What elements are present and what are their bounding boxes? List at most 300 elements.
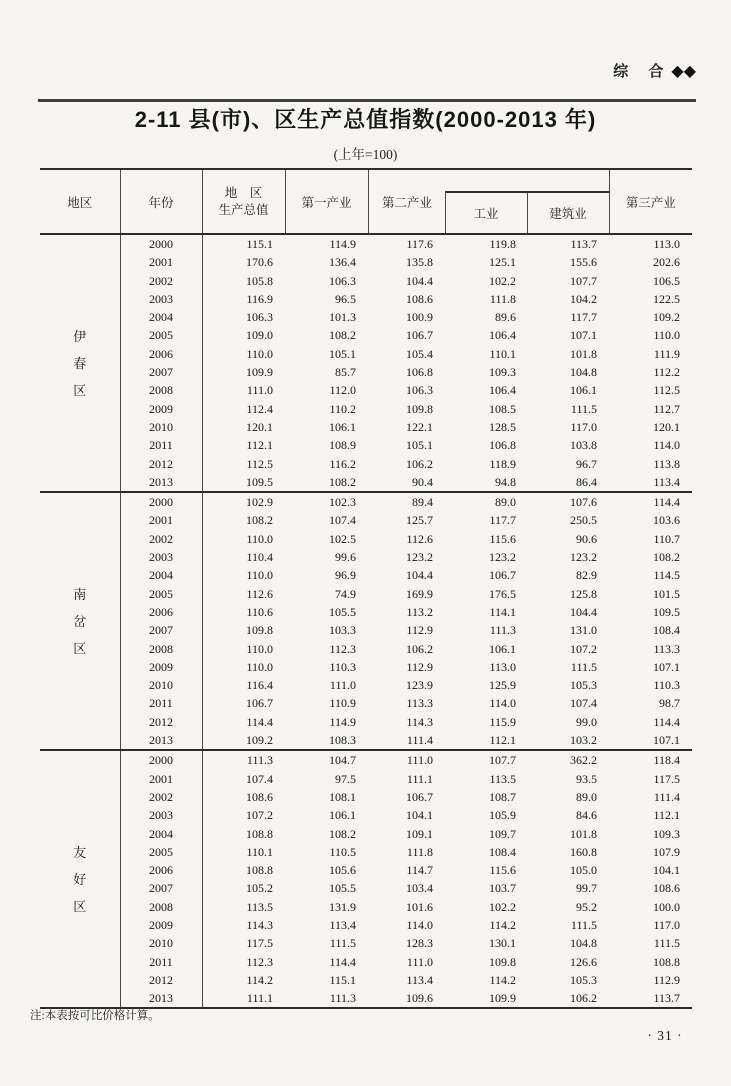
value-cell: 93.5 [576, 771, 598, 786]
value-cell: 107.7 [570, 273, 598, 288]
year-cell: 2002 [120, 530, 202, 548]
value-cell: 105.2 [246, 881, 273, 896]
year-cell: 2003 [120, 806, 202, 824]
value-cell: 113.7 [653, 991, 681, 1006]
value-cell: 115.9 [489, 714, 516, 729]
table-row [40, 879, 692, 897]
value-cell: 109.9 [246, 365, 273, 380]
value-cell: 105.5 [329, 604, 356, 619]
masthead [38, 60, 696, 81]
value-cell: 102.2 [489, 273, 516, 288]
value-cell: 117.7 [570, 310, 598, 325]
value-cell: 106.1 [329, 419, 356, 434]
value-cell: 108.6 [246, 789, 273, 804]
value-cell: 99.0 [576, 714, 598, 729]
value-cell: 109.5 [653, 604, 681, 619]
value-cell: 111.4 [653, 789, 681, 804]
value-cell: 104.8 [570, 365, 598, 380]
value-cell: 111.4 [406, 733, 433, 748]
value-cell: 109.8 [489, 954, 516, 969]
table-row [40, 916, 692, 934]
region-char: 南 [73, 586, 87, 602]
value-cell: 111.8 [406, 844, 433, 859]
value-cell: 106.5 [653, 273, 681, 288]
value-cell: 135.8 [406, 255, 433, 270]
region-section [40, 750, 692, 1008]
year-cell: 2005 [120, 585, 202, 603]
value-cell: 122.1 [406, 419, 433, 434]
value-cell: 103.7 [489, 881, 516, 896]
value-cell: 111.3 [246, 753, 273, 768]
header-construction: 建筑业 [527, 193, 609, 233]
value-cell: 123.2 [570, 550, 598, 565]
header-secondary-industry: 第二产业 [381, 195, 432, 210]
value-cell: 112.1 [489, 733, 516, 748]
value-cell: 111.0 [329, 678, 356, 693]
table-header [40, 169, 692, 234]
table-row [40, 400, 692, 418]
header-gdp-line2: 生产总值 [218, 202, 269, 217]
region-char: 区 [73, 640, 87, 656]
value-cell: 106.1 [489, 641, 516, 656]
value-cell: 113.4 [406, 972, 433, 987]
value-cell: 114.2 [489, 972, 516, 987]
value-cell: 111.3 [329, 991, 356, 1006]
value-cell: 114.7 [406, 863, 433, 878]
table-row [40, 861, 692, 879]
value-cell: 111.1 [406, 771, 433, 786]
value-cell: 110.4 [246, 550, 273, 565]
value-cell: 117.5 [246, 936, 273, 951]
value-cell: 110.0 [246, 641, 273, 656]
region-label [40, 492, 120, 750]
table-row [40, 934, 692, 952]
value-cell: 106.8 [489, 438, 516, 453]
value-cell: 111.5 [570, 659, 598, 674]
year-cell: 2009 [120, 658, 202, 676]
table-row [40, 603, 692, 621]
year-cell: 2007 [120, 879, 202, 897]
value-cell: 108.6 [406, 291, 433, 306]
value-cell: 115.1 [246, 237, 273, 251]
value-cell: 105.3 [570, 972, 598, 987]
value-cell: 82.9 [576, 568, 598, 583]
value-cell: 116.2 [329, 456, 356, 471]
value-cell: 105.1 [329, 346, 356, 361]
year-cell: 2001 [120, 770, 202, 788]
year-cell: 2009 [120, 916, 202, 934]
table-row [40, 640, 692, 658]
year-cell: 2001 [120, 253, 202, 271]
value-cell: 111.5 [653, 936, 681, 951]
region-section [40, 492, 692, 750]
value-cell: 107.4 [246, 771, 273, 786]
value-cell: 111.8 [489, 291, 516, 306]
value-cell: 104.1 [653, 863, 681, 878]
value-cell: 107.9 [653, 844, 681, 859]
table-row [40, 492, 692, 511]
value-cell: 86.4 [576, 474, 598, 489]
value-cell: 106.1 [570, 383, 598, 398]
table-row [40, 788, 692, 806]
value-cell: 101.8 [570, 826, 598, 841]
value-cell: 110.6 [246, 604, 273, 619]
year-cell: 2010 [120, 418, 202, 436]
value-cell: 105.1 [406, 438, 433, 453]
value-cell: 109.9 [489, 991, 516, 1006]
table-row [40, 694, 692, 712]
table-row [40, 898, 692, 916]
value-cell: 128.5 [489, 419, 516, 434]
value-cell: 108.5 [489, 401, 516, 416]
value-cell: 109.0 [246, 328, 273, 343]
value-cell: 105.8 [246, 273, 273, 288]
table-row [40, 253, 692, 271]
value-cell: 113.3 [653, 641, 681, 656]
value-cell: 108.7 [489, 789, 516, 804]
value-cell: 108.2 [329, 826, 356, 841]
value-cell: 202.6 [653, 255, 681, 270]
value-cell: 104.7 [329, 753, 356, 768]
value-cell: 131.0 [570, 623, 598, 638]
page-title: 2-11 县(市)、区生产总值指数(2000-2013 年) [134, 107, 597, 132]
value-cell: 102.3 [329, 495, 356, 510]
value-cell: 108.1 [329, 789, 356, 804]
value-cell: 96.7 [576, 456, 598, 471]
table-row [40, 381, 692, 399]
value-cell: 111.1 [246, 991, 273, 1006]
value-cell: 113.0 [489, 659, 516, 674]
value-cell: 125.9 [489, 678, 516, 693]
value-cell: 107.1 [653, 659, 681, 674]
value-cell: 104.4 [406, 273, 433, 288]
table-row [40, 511, 692, 529]
value-cell: 103.8 [570, 438, 598, 453]
value-cell: 101.3 [329, 310, 356, 325]
region-char: 春 [73, 355, 87, 371]
value-cell: 107.1 [570, 328, 598, 343]
header-secondary-group [368, 169, 609, 234]
value-cell: 250.5 [570, 513, 598, 528]
value-cell: 106.1 [329, 808, 356, 823]
value-cell: 155.6 [570, 255, 598, 270]
year-cell: 2013 [120, 731, 202, 750]
value-cell: 110.9 [329, 696, 356, 711]
value-cell: 113.3 [406, 696, 433, 711]
year-cell: 2010 [120, 934, 202, 952]
year-cell: 2003 [120, 290, 202, 308]
value-cell: 111.0 [406, 753, 433, 768]
region-char: 伊 [73, 328, 87, 344]
table-row [40, 308, 692, 326]
value-cell: 113.4 [653, 474, 681, 489]
value-cell: 160.8 [570, 844, 598, 859]
value-cell: 105.3 [570, 678, 598, 693]
value-cell: 105.6 [329, 863, 356, 878]
value-cell: 108.9 [329, 438, 356, 453]
value-cell: 112.2 [653, 365, 681, 380]
value-cell: 110.3 [329, 659, 356, 674]
year-cell: 2011 [120, 953, 202, 971]
table-row [40, 770, 692, 788]
table-row [40, 234, 692, 253]
value-cell: 117.7 [489, 513, 516, 528]
value-cell: 109.1 [406, 826, 433, 841]
value-cell: 112.1 [653, 808, 681, 823]
value-cell: 123.9 [406, 678, 433, 693]
region-char: 区 [73, 898, 87, 914]
value-cell: 95.2 [576, 899, 598, 914]
table-row [40, 585, 692, 603]
value-cell: 112.4 [246, 401, 273, 416]
value-cell: 107.4 [329, 513, 356, 528]
value-cell: 362.2 [570, 753, 598, 768]
value-cell: 112.6 [246, 586, 273, 601]
value-cell: 107.4 [570, 696, 598, 711]
value-cell: 109.3 [653, 826, 681, 841]
value-cell: 113.5 [246, 899, 273, 914]
year-cell: 2005 [120, 843, 202, 861]
value-cell: 113.0 [653, 237, 681, 251]
value-cell: 110.0 [246, 346, 273, 361]
value-cell: 108.8 [653, 954, 681, 969]
gdp-index-table [40, 168, 692, 1009]
value-cell: 96.5 [335, 291, 356, 306]
table-row [40, 326, 692, 344]
value-cell: 110.0 [653, 328, 681, 343]
value-cell: 136.4 [329, 255, 356, 270]
value-cell: 119.8 [489, 237, 516, 251]
value-cell: 114.3 [246, 917, 273, 932]
region-section [40, 234, 692, 492]
page-subtitle: (上年=100) [333, 147, 398, 162]
header-year: 年份 [120, 169, 202, 234]
value-cell: 107.2 [570, 641, 598, 656]
table-row [40, 436, 692, 454]
value-cell: 108.2 [246, 513, 273, 528]
value-cell: 118.4 [653, 753, 681, 768]
year-cell: 2004 [120, 308, 202, 326]
year-cell: 2008 [120, 898, 202, 916]
value-cell: 113.7 [570, 237, 598, 251]
value-cell: 102.2 [489, 899, 516, 914]
value-cell: 108.6 [653, 881, 681, 896]
value-cell: 114.2 [489, 917, 516, 932]
value-cell: 90.6 [576, 531, 598, 546]
year-cell: 2010 [120, 676, 202, 694]
header-industry: 工业 [473, 207, 499, 221]
value-cell: 118.9 [489, 456, 516, 471]
value-cell: 102.9 [246, 495, 273, 510]
value-cell: 110.3 [653, 678, 681, 693]
value-cell: 108.2 [329, 328, 356, 343]
year-cell: 2005 [120, 326, 202, 344]
value-cell: 103.2 [570, 733, 598, 748]
value-cell: 108.4 [653, 623, 681, 638]
year-cell: 2011 [120, 694, 202, 712]
value-cell: 100.9 [406, 310, 433, 325]
year-cell: 2007 [120, 363, 202, 381]
value-cell: 112.1 [246, 438, 273, 453]
table-row [40, 345, 692, 363]
value-cell: 120.1 [653, 419, 681, 434]
value-cell: 117.5 [653, 771, 681, 786]
value-cell: 113.2 [406, 604, 433, 619]
value-cell: 104.4 [570, 604, 598, 619]
table-row [40, 473, 692, 492]
value-cell: 114.4 [653, 714, 681, 729]
value-cell: 110.5 [329, 844, 356, 859]
value-cell: 106.2 [406, 456, 433, 471]
year-cell: 2002 [120, 788, 202, 806]
value-cell: 112.5 [246, 456, 273, 471]
value-cell: 101.6 [406, 899, 433, 914]
value-cell: 170.6 [246, 255, 273, 270]
year-cell: 2001 [120, 511, 202, 529]
table-row [40, 806, 692, 824]
region-label [40, 750, 120, 1008]
value-cell: 104.1 [406, 808, 433, 823]
value-cell: 110.1 [489, 346, 516, 361]
value-cell: 111.3 [489, 623, 516, 638]
value-cell: 115.6 [489, 531, 516, 546]
value-cell: 104.2 [570, 291, 598, 306]
value-cell: 109.2 [653, 310, 681, 325]
value-cell: 99.6 [335, 550, 356, 565]
value-cell: 106.3 [406, 383, 433, 398]
value-cell: 116.9 [246, 291, 273, 306]
table-row [40, 418, 692, 436]
value-cell: 114.0 [406, 917, 433, 932]
value-cell: 114.3 [406, 714, 433, 729]
value-cell: 106.4 [489, 383, 516, 398]
region-label [40, 234, 120, 492]
year-cell: 2006 [120, 603, 202, 621]
value-cell: 112.3 [329, 641, 356, 656]
value-cell: 114.0 [653, 438, 681, 453]
value-cell: 89.0 [495, 495, 516, 510]
value-cell: 106.8 [406, 365, 433, 380]
value-cell: 110.2 [329, 401, 356, 416]
value-cell: 89.0 [576, 789, 598, 804]
value-cell: 109.8 [406, 401, 433, 416]
value-cell: 108.4 [489, 844, 516, 859]
value-cell: 108.2 [653, 550, 681, 565]
value-cell: 105.0 [570, 863, 598, 878]
value-cell: 107.1 [653, 733, 681, 748]
value-cell: 103.6 [653, 513, 681, 528]
value-cell: 106.3 [246, 310, 273, 325]
value-cell: 116.4 [246, 678, 273, 693]
value-cell: 112.9 [406, 659, 433, 674]
value-cell: 115.6 [489, 863, 516, 878]
value-cell: 128.3 [406, 936, 433, 951]
value-cell: 94.8 [495, 474, 516, 489]
value-cell: 117.0 [570, 419, 598, 434]
value-cell: 106.2 [570, 991, 598, 1006]
value-cell: 114.5 [653, 568, 681, 583]
year-cell: 2002 [120, 272, 202, 290]
region-char: 好 [73, 871, 87, 887]
value-cell: 97.5 [335, 771, 356, 786]
value-cell: 103.3 [329, 623, 356, 638]
value-cell: 117.6 [406, 237, 433, 251]
value-cell: 112.6 [406, 531, 433, 546]
value-cell: 111.5 [329, 936, 356, 951]
value-cell: 89.4 [412, 495, 433, 510]
value-cell: 105.9 [489, 808, 516, 823]
value-cell: 99.7 [576, 881, 598, 896]
value-cell: 108.2 [329, 474, 356, 489]
value-cell: 109.3 [489, 365, 516, 380]
table-row [40, 658, 692, 676]
year-cell: 2012 [120, 713, 202, 731]
value-cell: 109.7 [489, 826, 516, 841]
region-char: 友 [73, 844, 87, 860]
value-cell: 112.3 [246, 954, 273, 969]
value-cell: 107.2 [246, 808, 273, 823]
value-cell: 111.9 [653, 346, 681, 361]
value-cell: 112.9 [406, 623, 433, 638]
value-cell: 103.4 [406, 881, 433, 896]
table-row [40, 971, 692, 989]
year-cell: 2013 [120, 473, 202, 492]
year-cell: 2011 [120, 436, 202, 454]
table-row [40, 731, 692, 750]
value-cell: 112.5 [653, 383, 681, 398]
value-cell: 114.9 [329, 237, 356, 251]
value-cell: 112.7 [653, 401, 681, 416]
year-cell: 2009 [120, 400, 202, 418]
value-cell: 176.5 [489, 586, 516, 601]
value-cell: 96.9 [335, 568, 356, 583]
year-cell: 2003 [120, 548, 202, 566]
value-cell: 105.5 [329, 881, 356, 896]
value-cell: 74.9 [335, 586, 356, 601]
page-number: · 31 · [647, 1028, 683, 1043]
value-cell: 106.7 [406, 328, 433, 343]
value-cell: 113.5 [489, 771, 516, 786]
value-cell: 125.8 [570, 586, 598, 601]
value-cell: 110.0 [246, 659, 273, 674]
table-row [40, 825, 692, 843]
value-cell: 112.9 [653, 972, 681, 987]
value-cell: 114.4 [329, 954, 356, 969]
value-cell: 114.4 [653, 495, 681, 510]
header-tertiary-industry: 第三产业 [609, 169, 692, 234]
value-cell: 109.6 [406, 991, 433, 1006]
value-cell: 111.0 [406, 954, 433, 969]
value-cell: 106.3 [329, 273, 356, 288]
value-cell: 125.7 [406, 513, 433, 528]
value-cell: 108.3 [329, 733, 356, 748]
value-cell: 98.7 [659, 696, 681, 711]
value-cell: 109.5 [246, 474, 273, 489]
diamond-marks-icon: ◆◆ [671, 63, 696, 80]
header-region: 地区 [40, 169, 120, 234]
year-cell: 2013 [120, 989, 202, 1008]
value-cell: 106.7 [246, 696, 273, 711]
value-cell: 84.6 [576, 808, 598, 823]
year-cell: 2012 [120, 971, 202, 989]
value-cell: 101.8 [570, 346, 598, 361]
value-cell: 113.8 [653, 456, 681, 471]
value-cell: 169.9 [406, 586, 433, 601]
value-cell: 106.4 [489, 328, 516, 343]
table-row [40, 989, 692, 1008]
value-cell: 114.1 [489, 604, 516, 619]
value-cell: 114.4 [246, 714, 273, 729]
